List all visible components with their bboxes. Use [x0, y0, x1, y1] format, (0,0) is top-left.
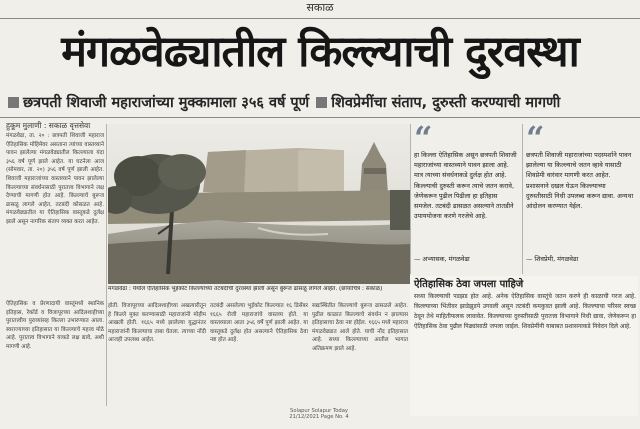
byline: हुकूम मुलाणी : सकाळ वृत्तसेवा — [6, 121, 91, 130]
article-text-left-bottom: ऐतिहासिक व प्रेरणादायी वास्तूंमध्ये स्थानिक इतिहास, रेकॉर्ड व विजापूरच्या आदिलशाहीच्या पुरातत्त्वीय पुराव्यांसह किल्ला उभारण्यात आला. स्वराज्याच्या इतिहासात या किल्ल्याचे महत्त्व मोठे आहे. पुरातत्त्व विभागाने याकडे लक्ष द्यावे, अशी मागणी आहे. — [6, 301, 104, 350]
quote-mark-icon: “ — [526, 119, 545, 157]
subhead-1: छत्रपती शिवाजी महाराजांच्या मुक्कामाला ३५६ वर्ष पूर्ण — [23, 95, 310, 111]
article-text-mid-3: सद्यःस्थितीत किल्ल्याचे बुरूज ढासळले आहेत. पुढील काळात किल्ल्याचे संवर्धन न झाल्यास इतिहासाचा ठेवा नष्ट होईल. १६६५ मध्ये महाराज मंगळवेढ्यात आले होते. याची नोंद इतिहासात आहे. सध्या किल्ल्याच्या आतील भागात अतिक्रमण झाले आहे. — [312, 303, 408, 352]
quote-mark-icon: “ — [414, 119, 433, 157]
bullet-square-icon — [8, 97, 19, 108]
top-rule — [0, 18, 640, 19]
newspaper-masthead: सकाळ — [306, 1, 334, 14]
quote-author-2: — शिवप्रेमी, मंगळवेढा — [526, 255, 579, 263]
column-divider — [410, 124, 411, 274]
article-text-mid-1: होती. विजापूरच्या आदिलशाहीच्या अखत्यारीतून हे किल्ले मुक्त करण्यासाठी महाराजांनी मोहीम आखली होती. १६६५ मध्ये झालेल्या युद्धानंतर महाराजांनी किल्ल्याचा ताबा घेतला. त्याच्या नोंदी आजही उपलब्ध आहेत. — [108, 303, 206, 344]
subheadline — [6, 92, 636, 114]
headline: मंगळवेढ्यातील किल्ल्याची दुरवस्था — [61, 27, 579, 77]
footer-line-1: Solapur Solapur Today — [290, 408, 348, 414]
photo-caption: मंगळवेढा : येथील ऐतिहासिक भुईकोट किल्ल्याच्या तटबंदीची दुरवस्था झाली असून बुरूज ढासळू लागले आहेत. (छायाचित्र : सकाळ) — [108, 286, 383, 292]
footer-line-2: 21/12/2021 Page No. 4 — [289, 414, 349, 421]
fort-photo — [108, 124, 410, 284]
quote-text-1: हा किल्ला ऐतिहासिक असून छत्रपती शिवाजी महाराजांच्या वास्तव्याने पावन झाला आहे. मात्र त्याच्या संवर्धनाकडे दुर्लक्ष होत आहे. किल्ल्याची दुरुस्ती करून त्याचे जतन करावे, जेणेकरून पुढील पिढीला हा इतिहास समजेल. तटबंदी ढासळत असल्याने तातडीने उपाययोजना करणे गरजेचे आहे. — [414, 151, 517, 221]
column-divider — [522, 124, 523, 274]
article-text-left-top: मंगळवेढा, ता. २० : छत्रपती शिवाजी महाराज ऐतिहासिक मोहिमेवर असताना त्यांच्या वास्तव्याने पावन झालेल्या मंगळवेढ्यातील किल्ल्याला यंदा ३५६ वर्ष पूर्ण झाले आहेत. या घटनेला आज (सोमवार, ता. २०) ३५६ वर्ष पूर्ण झाली आहेत. शिवाजी महाराजांच्या वास्तव्याने पावन झालेल्या किल्ल्याच्या संवर्धनासाठी पुरातत्त्व विभागाने लक्ष देण्याची मागणी होत आहे. किल्ल्याचे बुरूज ढासळू लागले आहेत, तटबंदी कोसळत आहे. मंगळवेढ्यातील या ऐतिहासिक वास्तूकडे दुर्लक्ष झाले असून नागरिक संताप व्यक्त करत आहेत. — [6, 133, 104, 225]
article-text-mid-2: तटबंदी असलेल्या भुईकोट किल्ल्यात १६ डिसेंबर १६६५ रोजी महाराजांचे वास्तव्य होते. या वास्तव्याला आता ३५६ वर्षे पूर्ण झाली आहेत. या वास्तूकडे दुर्लक्ष होत असल्याने ऐतिहासिक ठेवा नष्ट होत आहे. — [210, 303, 308, 344]
page-footer — [264, 408, 374, 421]
quote-author-1: — अभ्यासक, मंगळवेढा — [414, 255, 470, 263]
column-divider — [106, 124, 107, 406]
subhead-2: शिवप्रेमींचा संताप, दुरुस्ती करण्याची मागणी — [331, 95, 561, 111]
subhead-rule — [0, 117, 640, 118]
fort-illustration — [108, 124, 410, 284]
bullet-square-icon — [316, 97, 327, 108]
box-title: ऐतिहासिक ठेवा जपला पाहिजे — [414, 279, 524, 290]
quote-text-2: छत्रपती शिवाजी महाराजांच्या पदस्पर्शाने पावन झालेल्या या किल्ल्याचे जतन व्हावे यासाठी शिवप्रेमी वारंवार मागणी करत आहेत. प्रशासनाने दखल घेऊन किल्ल्याच्या दुरुस्तीसाठी निधी उपलब्ध करून द्यावा. अन्यथा आंदोलन करण्यात येईल. — [526, 151, 634, 211]
sidebar-box — [410, 276, 638, 416]
box-text: सध्या किल्ल्याची पडझड होत आहे. अनेक ऐतिहासिक वास्तूंचे जतन करणे ही काळाची गरज आहे. किल्ल्याच्या भिंतीवर झाडेझुडपे उगवली असून तटबंदी कमकुवत झाली आहे. किल्ल्याचा परिसर स्वच्छ ठेवून तेथे माहितीफलक लावावेत. किल्ल्याच्या दुरुस्तीसाठी पुरातत्त्व विभागाने निधी द्यावा, जेणेकरून हा ऐतिहासिक ठेवा पुढील पिढ्यांसाठी जपला जाईल. शिवप्रेमींनी याबाबत प्रशासनाकडे निवेदन दिले आहे. — [414, 293, 636, 330]
